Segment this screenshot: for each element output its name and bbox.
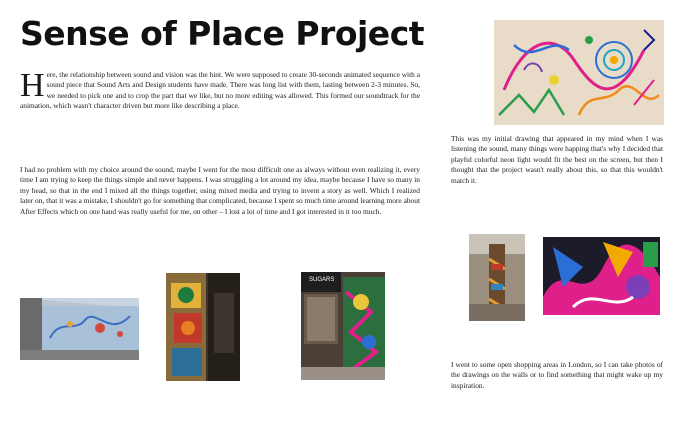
graffiti-alley-photo bbox=[166, 273, 240, 381]
painted-post-photo bbox=[469, 234, 525, 321]
intro-text: ere, the relationship between sound and vision was the hint. We were supposed to create 30-seconds animated sequence with a sound piece that Sound Arts and Design students have made. There was long list with them, lasting between 2-3 minutes. So, we needed to pick one and to crop the part that we like, but no more editing was allowed. This formed our soundtrack for the animation, which wasn't character driven but more like describing a place. bbox=[20, 70, 420, 111]
graffiti-mural-photo bbox=[543, 237, 660, 315]
body-paragraph: I had no problem with my choice around the sound, maybe I went for the most difficult one as always without even realizing it, every time I am trying to keep the things simple and never happens. I was struggling a lot around my idea, maybe because I have so many in my head, so that in the end I mixed all the things together, using mixed media and trying to invent a story as well. Which I realized later on, that it was a mistake, I shouldn't go for something that complicated, because I spent so much time around learning more about After Effects which on one hand was really useful for me, on other – I lost a lot of time and I got interested in it too much. bbox=[20, 165, 420, 216]
caption-drawing: This was my initial drawing that appeared in my mind when I was listening the sound, many things were happing that's why I decided that playful colorful neon light would fit the best on the screen, but then I thought that the project wasn't really about this, so that this wouldn't match it. bbox=[451, 134, 663, 185]
initial-drawing-image bbox=[494, 20, 664, 125]
intro-paragraph bbox=[20, 67, 420, 112]
page-title: Sense of Place Project bbox=[20, 14, 425, 53]
caption-photos: I went to some open shopping areas in London, so I can take photos of the drawings on the walls or to find something that might wake up my inspiration. bbox=[451, 360, 663, 390]
drop-cap: H bbox=[20, 67, 45, 104]
shopfront-photo bbox=[301, 272, 385, 380]
street-wall-photo bbox=[20, 298, 139, 360]
storefront-sign: SUGARS bbox=[309, 277, 335, 283]
